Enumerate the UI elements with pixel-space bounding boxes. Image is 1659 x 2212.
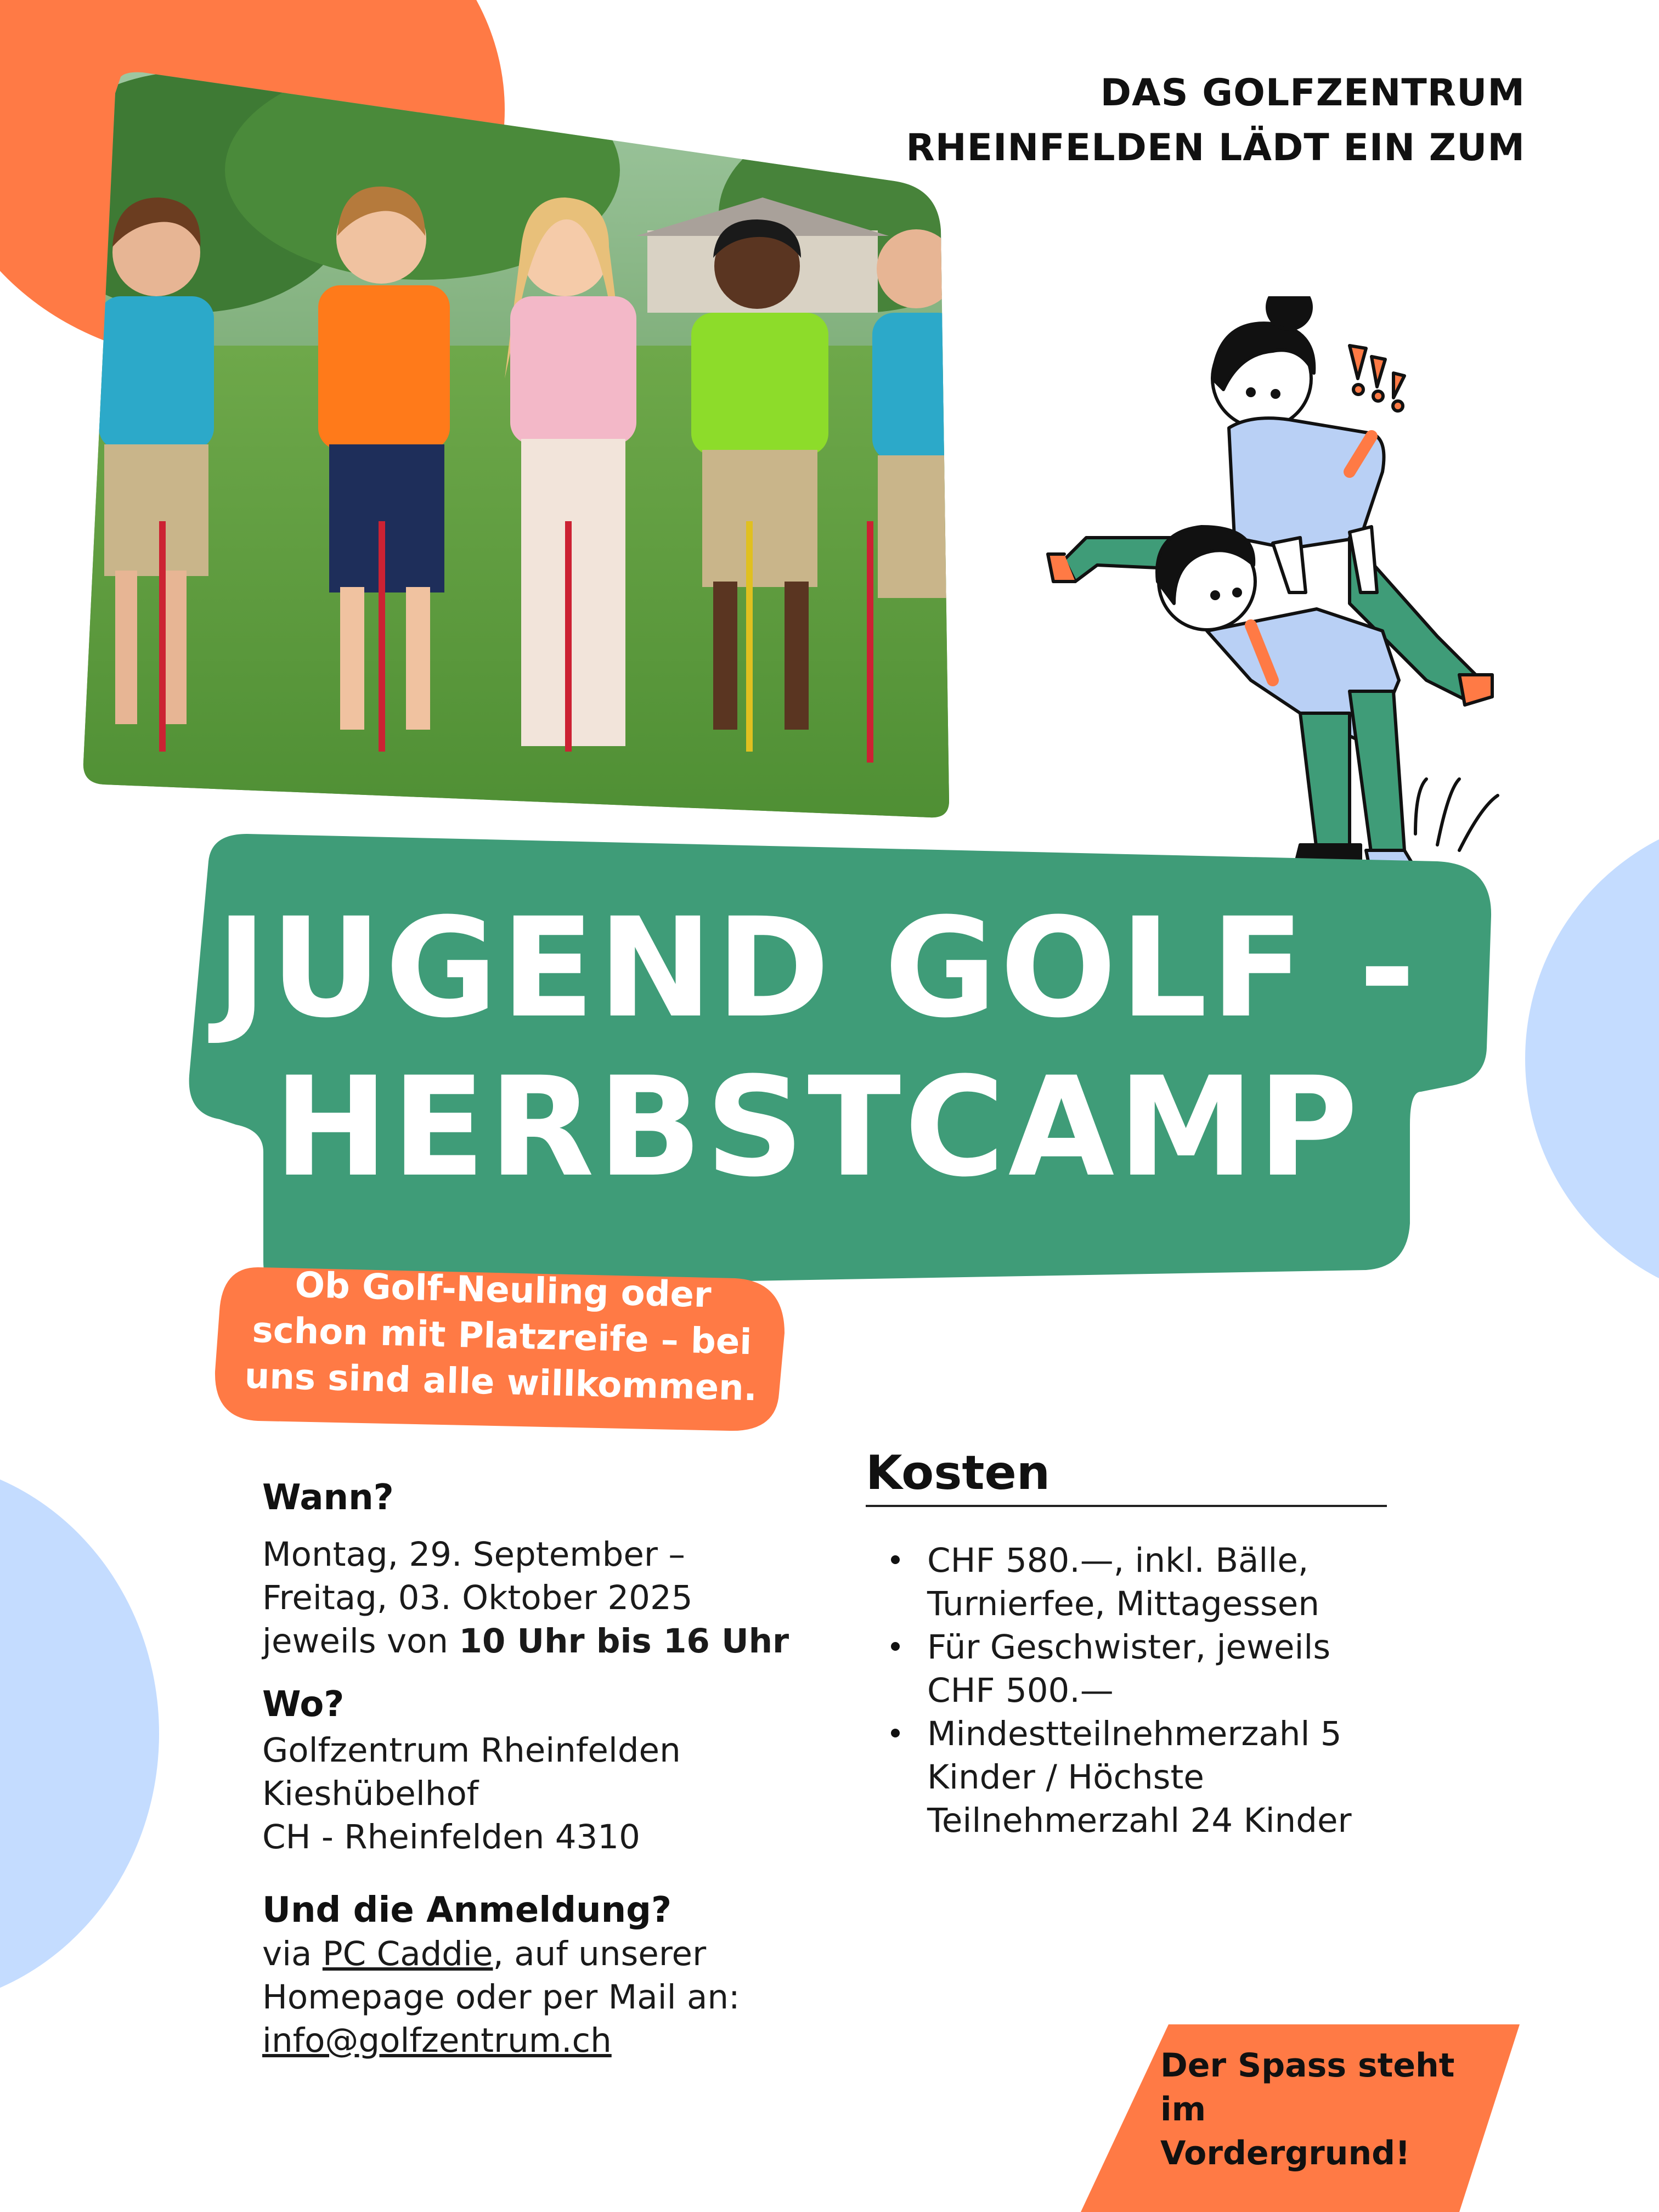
bullet-icon — [891, 1729, 900, 1737]
blue-circle-decoration-right — [1525, 812, 1659, 1306]
when-time-prefix: jeweils von — [262, 1622, 459, 1661]
leapfrog-kids-illustration — [1042, 296, 1525, 916]
tagline-line-1: Ob Golf-Neuling oder — [294, 1265, 712, 1316]
tagline-line-3: uns sind alle willkommen. — [244, 1356, 758, 1409]
pc-caddie-link[interactable]: PC Caddie — [322, 1934, 493, 1973]
when-line-2: Freitag, 03. Oktober 2025 — [262, 1578, 693, 1617]
cost-item-2-line-1: Für Geschwister, jeweils — [927, 1628, 1331, 1667]
cost-item-3-line-3: Teilnehmerzahl 24 Kinder — [927, 1801, 1352, 1840]
when-heading: Wann? — [262, 1477, 394, 1518]
list-item — [866, 1712, 1442, 1842]
registration-heading: Und die Anmeldung? — [262, 1890, 672, 1931]
list-item — [866, 1626, 1442, 1712]
bullet-icon — [891, 1642, 900, 1651]
tagline-text — [229, 1261, 775, 1412]
registration-line-2: Homepage oder per Mail an: — [262, 1978, 740, 2017]
cost-item-3-line-2: Kinder / Höchste — [927, 1758, 1204, 1797]
intro-line-1: DAS GOLFZENTRUM — [1100, 71, 1525, 115]
footer-line-1: Der Spass steht im — [1160, 2046, 1455, 2129]
where-line-3: CH - Rheinfelden 4310 — [262, 1818, 640, 1857]
costs-heading: Kosten — [866, 1446, 1051, 1500]
cost-item-1-line-2: Turnierfee, Mittagessen — [927, 1584, 1319, 1623]
blue-circle-decoration-left — [0, 1459, 159, 2008]
intro-line-2: RHEINFELDEN LÄDT EIN ZUM — [906, 126, 1525, 170]
footer-text — [1160, 2044, 1511, 2175]
when-time: 10 Uhr bis 16 Uhr — [459, 1622, 789, 1661]
costs-divider — [866, 1505, 1387, 1507]
when-line-1: Montag, 29. September – — [262, 1535, 685, 1574]
title-line-1: JUGEND GOLF - — [216, 888, 1419, 1048]
when-line-3 — [262, 1620, 866, 1663]
main-title — [187, 889, 1448, 1207]
event-info-column — [262, 1476, 866, 2062]
costs-list — [866, 1539, 1442, 1842]
title-line-2: HERBSTCAMP — [273, 1047, 1362, 1207]
registration-suffix: , auf unserer — [493, 1934, 707, 1973]
footer-line-2: Vordergrund! — [1160, 2134, 1410, 2172]
list-item — [866, 1539, 1442, 1626]
email-link[interactable]: info@golfzentrum.ch — [262, 2021, 612, 2060]
registration-line-1 — [262, 1932, 866, 1976]
tagline-line-2: schon mit Platzreife – bei — [251, 1310, 753, 1363]
registration-prefix: via — [262, 1934, 323, 1973]
cost-item-1-line-1: CHF 580.—, inkl. Bälle, — [927, 1541, 1309, 1580]
where-heading: Wo? — [262, 1684, 345, 1725]
intro-text — [713, 66, 1525, 176]
children-golf-photo — [82, 71, 955, 820]
cost-item-2-line-2: CHF 500.— — [927, 1671, 1114, 1710]
cost-item-3-line-1: Mindestteilnehmerzahl 5 — [927, 1714, 1342, 1753]
where-line-1: Golfzentrum Rheinfelden — [262, 1731, 681, 1770]
where-line-2: Kieshübelhof — [262, 1774, 479, 1813]
bullet-icon — [891, 1555, 900, 1564]
